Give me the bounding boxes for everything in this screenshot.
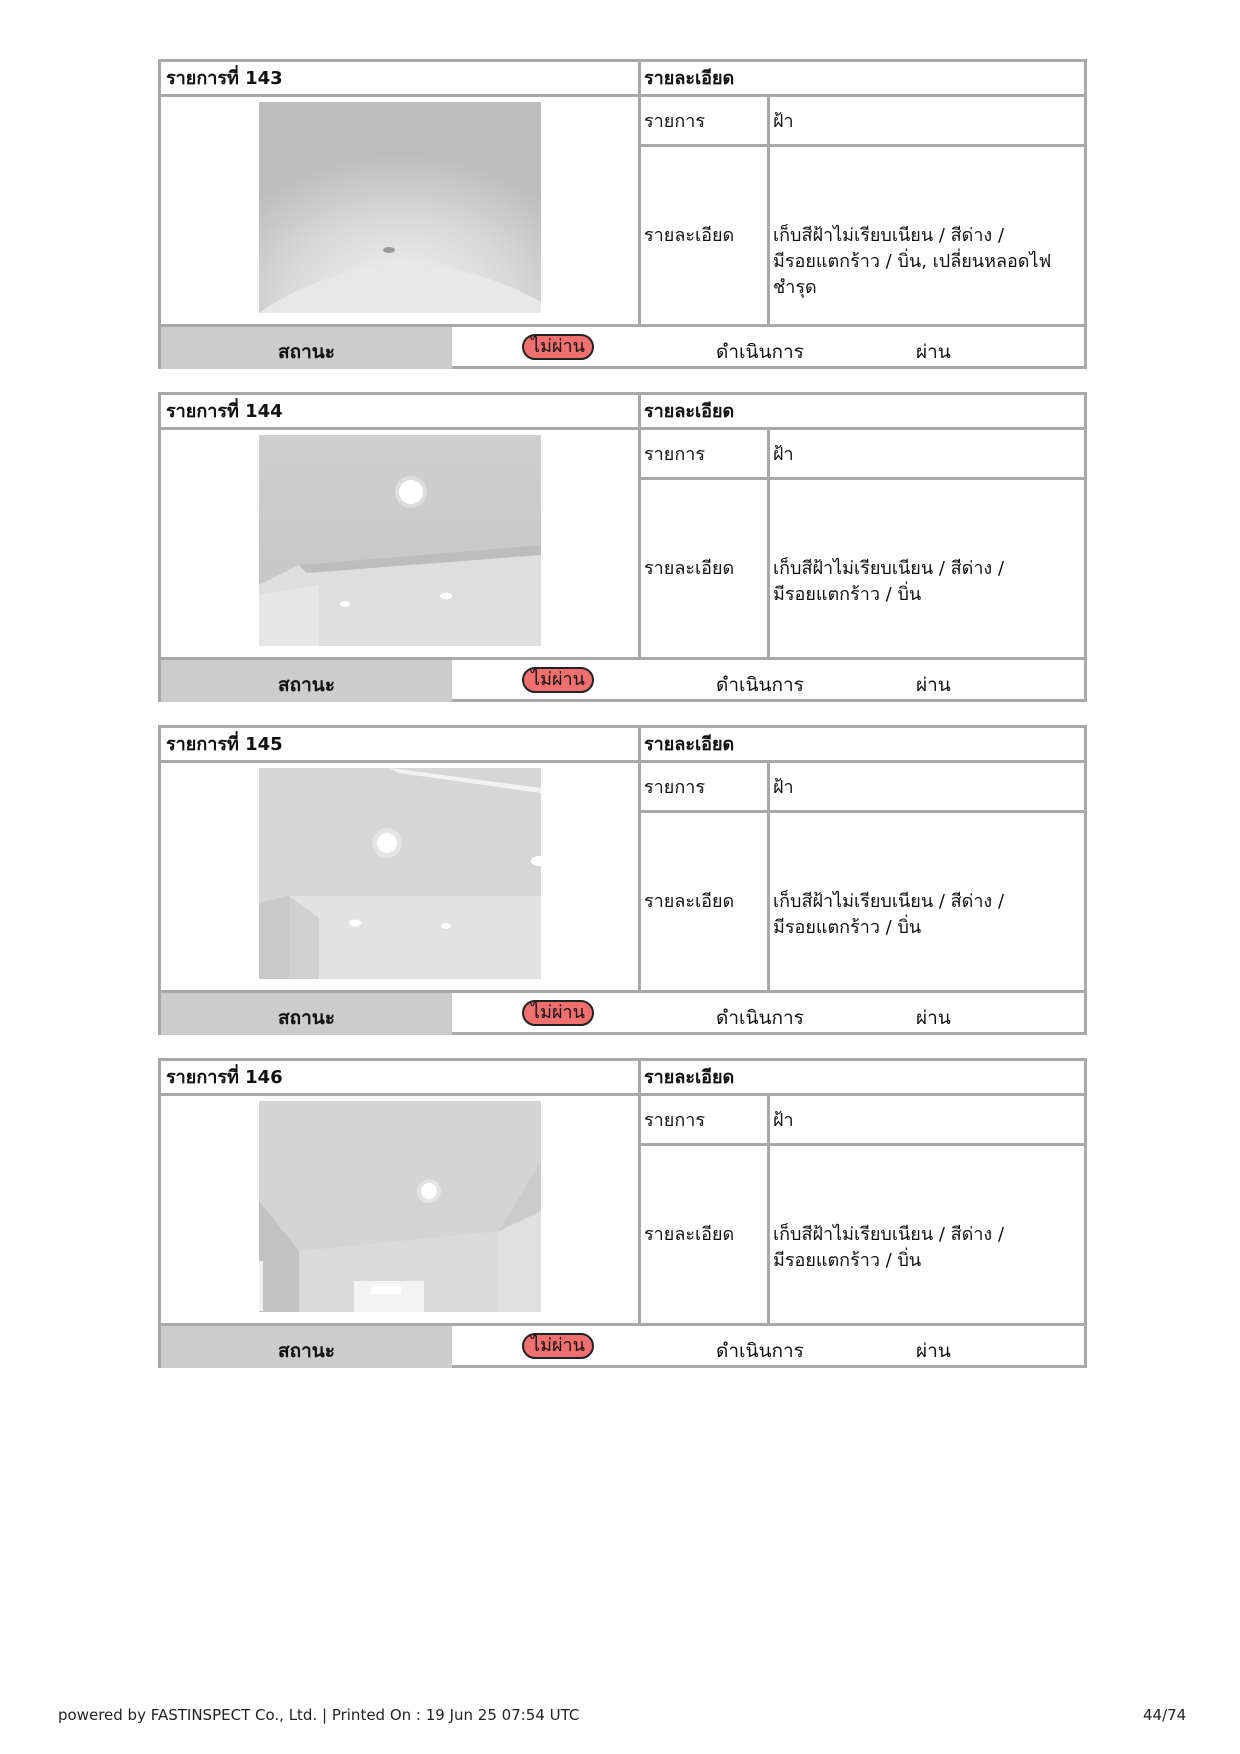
detail-line: เก็บสีฝ้าไม่เรียบเนียน / สีด่าง / bbox=[773, 558, 1005, 579]
status-label: สถานะ bbox=[278, 674, 335, 696]
detail-text bbox=[773, 1222, 1004, 1274]
status-option-fail-selected[interactable]: ไม่ผ่าน bbox=[522, 1000, 594, 1026]
detail-label: รายละเอียด bbox=[644, 558, 735, 579]
item-label: รายการ bbox=[644, 1110, 705, 1131]
ceiling-photo[interactable] bbox=[259, 435, 541, 646]
detail-line: เก็บสีฝ้าไม่เรียบเนียน / สีด่าง / bbox=[773, 891, 1005, 912]
detail-line: เก็บสีฝ้าไม่เรียบเนียน / สีด่าง / bbox=[773, 1224, 1005, 1245]
item-label: รายการ bbox=[644, 111, 705, 132]
detail-line: มีรอยแตกร้าว / บิ่น bbox=[773, 1250, 922, 1271]
detail-line: มีรอยแตกร้าว / บิ่น bbox=[773, 584, 922, 605]
status-option-fail-selected[interactable]: ไม่ผ่าน bbox=[522, 667, 594, 693]
detail-line: มีรอยแตกร้าว / บิ่น bbox=[773, 917, 922, 938]
detail-line: มีรอยแตกร้าว / บิ่น, เปลี่ยนหลอดไฟ ชำรุด bbox=[773, 251, 1052, 298]
item-title: รายการที่ 146 bbox=[166, 1067, 283, 1088]
detail-label: รายละเอียด bbox=[644, 1224, 735, 1245]
footer-printed-info: powered by FASTINSPECT Co., Ltd. | Printed On : 19 Jun 25 07:54 UTC bbox=[58, 1706, 580, 1724]
status-label: สถานะ bbox=[278, 1007, 335, 1029]
detail-header: รายละเอียด bbox=[644, 1067, 735, 1088]
item-label: รายการ bbox=[644, 444, 705, 465]
detail-label: รายละเอียด bbox=[644, 891, 735, 912]
status-option-pass[interactable]: ผ่าน bbox=[916, 341, 951, 363]
item-title: รายการที่ 143 bbox=[166, 68, 283, 89]
detail-text bbox=[773, 556, 1004, 608]
inspection-card-143 bbox=[158, 59, 1087, 369]
inspection-card-144 bbox=[158, 392, 1087, 702]
item-label: รายการ bbox=[644, 777, 705, 798]
status-option-in-progress[interactable]: ดำเนินการ bbox=[716, 341, 804, 363]
detail-text bbox=[773, 889, 1004, 941]
inspection-card-145 bbox=[158, 725, 1087, 1035]
status-option-in-progress[interactable]: ดำเนินการ bbox=[716, 1007, 804, 1029]
status-option-pass[interactable]: ผ่าน bbox=[916, 1340, 951, 1362]
item-value: ฝ้า bbox=[773, 444, 794, 465]
status-label: สถานะ bbox=[278, 1340, 335, 1362]
inspection-card-146 bbox=[158, 1058, 1087, 1368]
detail-label: รายละเอียด bbox=[644, 225, 735, 246]
status-row bbox=[161, 993, 1084, 1035]
item-value: ฝ้า bbox=[773, 111, 794, 132]
detail-header: รายละเอียด bbox=[644, 734, 735, 755]
detail-header: รายละเอียด bbox=[644, 68, 735, 89]
status-row bbox=[161, 660, 1084, 702]
status-option-fail-selected[interactable]: ไม่ผ่าน bbox=[522, 334, 594, 360]
status-row bbox=[161, 1326, 1084, 1368]
status-option-fail-selected[interactable]: ไม่ผ่าน bbox=[522, 1333, 594, 1359]
detail-text bbox=[773, 223, 1084, 301]
detail-header: รายละเอียด bbox=[644, 401, 735, 422]
status-option-in-progress[interactable]: ดำเนินการ bbox=[716, 1340, 804, 1362]
item-title: รายการที่ 145 bbox=[166, 734, 283, 755]
footer-page-number: 44/74 bbox=[1143, 1706, 1187, 1724]
status-option-pass[interactable]: ผ่าน bbox=[916, 674, 951, 696]
status-option-pass[interactable]: ผ่าน bbox=[916, 1007, 951, 1029]
status-row bbox=[161, 327, 1084, 369]
ceiling-photo[interactable] bbox=[259, 768, 541, 979]
item-title: รายการที่ 144 bbox=[166, 401, 283, 422]
item-value: ฝ้า bbox=[773, 1110, 794, 1131]
status-option-in-progress[interactable]: ดำเนินการ bbox=[716, 674, 804, 696]
item-value: ฝ้า bbox=[773, 777, 794, 798]
ceiling-photo[interactable] bbox=[259, 1101, 541, 1312]
ceiling-photo[interactable] bbox=[259, 102, 541, 313]
status-label: สถานะ bbox=[278, 341, 335, 363]
detail-line: เก็บสีฝ้าไม่เรียบเนียน / สีด่าง / bbox=[773, 225, 1005, 246]
